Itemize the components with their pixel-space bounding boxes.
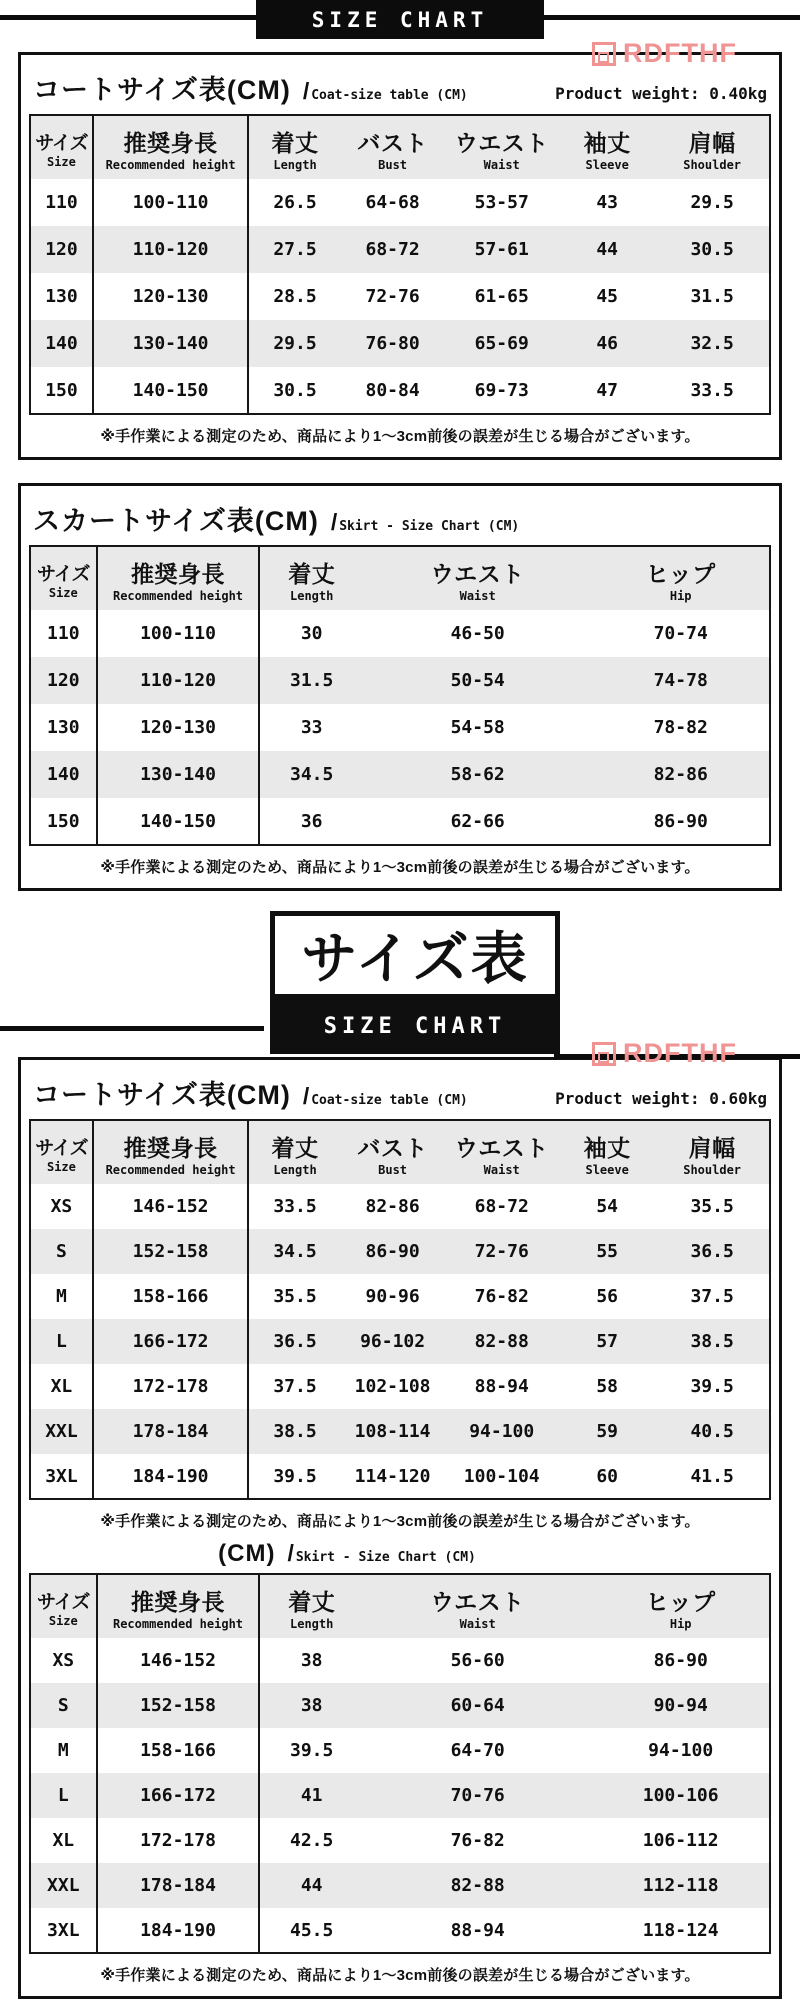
table-cell: 68-72 [444, 1184, 559, 1229]
table-cell: 146-152 [97, 1638, 260, 1683]
table-cell: 110-120 [93, 226, 248, 273]
table-cell: 72-76 [444, 1229, 559, 1274]
size-row-140 [30, 320, 770, 367]
table-cell: 58 [559, 1364, 655, 1409]
table-cell: 55 [559, 1229, 655, 1274]
table-cell: 88-94 [363, 1908, 592, 1953]
table-cell: 100-110 [97, 610, 260, 657]
table-cell: 152-158 [97, 1683, 260, 1728]
table-cell: 33 [259, 704, 363, 751]
table-cell: 178-184 [93, 1409, 248, 1454]
column-header-bust: バスト Bust [341, 115, 445, 179]
table-cell: 60-64 [363, 1683, 592, 1728]
table-cell: 76-82 [444, 1274, 559, 1319]
header-row [30, 546, 770, 610]
title-english: Coat-size table (CM) [311, 88, 468, 103]
divider-line [0, 1026, 264, 1031]
column-header-size: サイズ Size [30, 1120, 93, 1184]
table-cell: 50-54 [363, 657, 592, 704]
table-cell: 41 [259, 1773, 363, 1818]
size-chart-banner: SIZE CHART [270, 999, 560, 1054]
column-header-hip: ヒップ Hip [592, 1574, 770, 1638]
column-header-recommended-height: 推奨身長 Recommended height [93, 1120, 248, 1184]
table-cell: 90-96 [341, 1274, 445, 1319]
table-cell: 38 [259, 1683, 363, 1728]
table-cell: 150 [30, 367, 93, 414]
watermark-text: RDFTHF [623, 1038, 737, 1068]
table-cell: 3XL [30, 1454, 93, 1499]
title-slash: / [287, 1540, 294, 1566]
table-cell: 33.5 [655, 367, 770, 414]
table-cell: 38 [259, 1638, 363, 1683]
table-cell: 28.5 [248, 273, 341, 320]
table-cell: 44 [259, 1863, 363, 1908]
watermark-text: RDFTHF [623, 38, 737, 68]
table-cell: 178-184 [97, 1863, 260, 1908]
size-chart-banner: SIZE CHART [256, 0, 544, 39]
size-row-L [30, 1773, 770, 1818]
table-cell: 166-172 [97, 1773, 260, 1818]
header-row [30, 115, 770, 179]
watermark-logo-icon [592, 42, 616, 66]
table-cell: 29.5 [655, 179, 770, 226]
table-cell: 150 [30, 798, 97, 845]
size-row-XS [30, 1184, 770, 1229]
size-row-150 [30, 367, 770, 414]
title-slash: / [330, 509, 338, 535]
table-cell: 76-82 [363, 1818, 592, 1863]
table-cell: 158-166 [97, 1728, 260, 1773]
size-row-M [30, 1728, 770, 1773]
size-row-150 [30, 798, 770, 845]
table-cell: 120 [30, 226, 93, 273]
header-row [30, 1574, 770, 1638]
title-slash: / [302, 1083, 310, 1109]
table-cell: 90-94 [592, 1683, 770, 1728]
table-cell: 130 [30, 704, 97, 751]
table-cell: 102-108 [341, 1364, 445, 1409]
table-cell: 46 [559, 320, 655, 367]
skirt-size-block-kids [18, 483, 782, 891]
column-header-bust: バスト Bust [341, 1120, 445, 1184]
column-header-sleeve: 袖丈 Sleeve [559, 115, 655, 179]
size-row-110 [30, 179, 770, 226]
measurement-note: ※手作業による測定のため、商品により1〜3cm前後の誤差が生じる場合がございます。 [100, 1513, 700, 1530]
table-cell: 41.5 [655, 1454, 770, 1499]
table-cell: 70-76 [363, 1773, 592, 1818]
table-cell: M [30, 1274, 93, 1319]
table-cell: 82-88 [444, 1319, 559, 1364]
table-cell: 166-172 [93, 1319, 248, 1364]
table-cell: 76-80 [341, 320, 445, 367]
table-cell: 34.5 [259, 751, 363, 798]
table-cell: 59 [559, 1409, 655, 1454]
size-row-XL [30, 1364, 770, 1409]
table-cell: 94-100 [592, 1728, 770, 1773]
table-cell: 106-112 [592, 1818, 770, 1863]
measurement-note: ※手作業による測定のため、商品により1〜3cm前後の誤差が生じる場合がございます。 [100, 859, 700, 876]
table-cell: 36 [259, 798, 363, 845]
table-cell: 45 [559, 273, 655, 320]
column-header-size: サイズ Size [30, 546, 97, 610]
table-cell: 35.5 [655, 1184, 770, 1229]
table-cell: 146-152 [93, 1184, 248, 1229]
table-cell: 35.5 [248, 1274, 341, 1319]
column-header-length: 着丈 Length [259, 1574, 363, 1638]
size-row-110 [30, 610, 770, 657]
table-cell: XXL [30, 1409, 93, 1454]
table-cell: 39.5 [259, 1728, 363, 1773]
table-cell: 114-120 [341, 1454, 445, 1499]
title-japanese: コートサイズ表(CM) [33, 1080, 291, 1110]
table-cell: 140-150 [93, 367, 248, 414]
table-cell: L [30, 1319, 93, 1364]
column-header-hip: ヒップ Hip [592, 546, 770, 610]
column-header-length: 着丈 Length [248, 115, 341, 179]
column-header-sleeve: 袖丈 Sleeve [559, 1120, 655, 1184]
table-cell: 58-62 [363, 751, 592, 798]
table-cell: 86-90 [592, 798, 770, 845]
header-row [30, 1120, 770, 1184]
table-cell: 74-78 [592, 657, 770, 704]
table-cell: 140 [30, 320, 93, 367]
table-cell: 100-110 [93, 179, 248, 226]
title-japanese: スカートサイズ表(CM) [33, 506, 319, 536]
table-cell: 30 [259, 610, 363, 657]
table-cell: 72-76 [341, 273, 445, 320]
size-row-XS [30, 1638, 770, 1683]
table-cell: 30.5 [655, 226, 770, 273]
table-cell: 56 [559, 1274, 655, 1319]
table-cell: 36.5 [655, 1229, 770, 1274]
table-cell: 130-140 [93, 320, 248, 367]
table-cell: 158-166 [93, 1274, 248, 1319]
measurement-note: ※手作業による測定のため、商品により1〜3cm前後の誤差が生じる場合がございます。 [100, 428, 700, 445]
table-cell: 86-90 [592, 1638, 770, 1683]
column-header-waist: ウエスト Waist [444, 1120, 559, 1184]
column-header-length: 着丈 Length [248, 1120, 341, 1184]
table-cell: 82-88 [363, 1863, 592, 1908]
table-cell: 37.5 [655, 1274, 770, 1319]
column-header-recommended-height: 推奨身長 Recommended height [93, 115, 248, 179]
size-row-3XL [30, 1454, 770, 1499]
size-chart-heading-box [270, 911, 560, 1054]
coat-size-table-kids [29, 114, 771, 415]
table-cell: 57 [559, 1319, 655, 1364]
table-cell: 27.5 [248, 226, 341, 273]
table-cell: 82-86 [341, 1184, 445, 1229]
table-cell: 172-178 [97, 1818, 260, 1863]
skirt-size-table-adult [29, 1573, 771, 1954]
table-cell: 57-61 [444, 226, 559, 273]
title-english: Coat-size table (CM) [311, 1093, 468, 1108]
table-cell: 108-114 [341, 1409, 445, 1454]
watermark-logo-icon [592, 1042, 616, 1066]
table-cell: 47 [559, 367, 655, 414]
table-cell: 34.5 [248, 1229, 341, 1274]
table-cell: 86-90 [341, 1229, 445, 1274]
table-cell: 65-69 [444, 320, 559, 367]
table-title [29, 1534, 771, 1573]
table-cell: 140 [30, 751, 97, 798]
title-japanese: (CM) [218, 1540, 276, 1567]
title-english: Skirt - Size Chart (CM) [339, 519, 520, 534]
table-cell: 44 [559, 226, 655, 273]
column-header-waist: ウエスト Waist [363, 1574, 592, 1638]
top-banner-strip [0, 0, 800, 40]
column-header-waist: ウエスト Waist [363, 546, 592, 610]
table-cell: XS [30, 1184, 93, 1229]
column-header-shoulder: 肩幅 Shoulder [655, 1120, 770, 1184]
table-cell: 64-68 [341, 179, 445, 226]
table-cell: 100-106 [592, 1773, 770, 1818]
table-cell: 110 [30, 179, 93, 226]
table-cell: 62-66 [363, 798, 592, 845]
table-cell: XS [30, 1638, 97, 1683]
table-cell: 38.5 [655, 1319, 770, 1364]
section-divider [0, 891, 800, 1068]
column-header-shoulder: 肩幅 Shoulder [655, 115, 770, 179]
size-row-XXL [30, 1863, 770, 1908]
coat-size-block-kids [18, 52, 782, 460]
size-row-L [30, 1319, 770, 1364]
watermark [592, 1038, 737, 1069]
title-japanese: コートサイズ表(CM) [33, 75, 291, 105]
size-row-140 [30, 751, 770, 798]
coat-size-table-adult [29, 1119, 771, 1500]
table-cell: 120 [30, 657, 97, 704]
size-row-S [30, 1683, 770, 1728]
table-cell: 70-74 [592, 610, 770, 657]
heading-japanese: サイズ表 [270, 911, 560, 999]
table-cell: 78-82 [592, 704, 770, 751]
size-row-3XL [30, 1908, 770, 1953]
skirt-size-table-kids [29, 545, 771, 846]
table-cell: 82-86 [592, 751, 770, 798]
table-cell: 33.5 [248, 1184, 341, 1229]
table-cell: 112-118 [592, 1863, 770, 1908]
table-cell: XL [30, 1364, 93, 1409]
table-cell: 88-94 [444, 1364, 559, 1409]
table-cell: 100-104 [444, 1454, 559, 1499]
table-cell: 45.5 [259, 1908, 363, 1953]
table-cell: 69-73 [444, 367, 559, 414]
table-cell: 60 [559, 1454, 655, 1499]
table-cell: 61-65 [444, 273, 559, 320]
table-cell: 110 [30, 610, 97, 657]
table-cell: 120-130 [97, 704, 260, 751]
table-cell: 184-190 [97, 1908, 260, 1953]
title-slash: / [302, 78, 310, 104]
size-row-M [30, 1274, 770, 1319]
table-cell: 38.5 [248, 1409, 341, 1454]
table-cell: 31.5 [259, 657, 363, 704]
table-cell: M [30, 1728, 97, 1773]
table-cell: 54 [559, 1184, 655, 1229]
table-cell: 118-124 [592, 1908, 770, 1953]
size-row-120 [30, 657, 770, 704]
table-cell: 39.5 [655, 1364, 770, 1409]
table-title [29, 490, 771, 545]
column-header-size: サイズ Size [30, 115, 93, 179]
table-cell: 80-84 [341, 367, 445, 414]
column-header-recommended-height: 推奨身長 Recommended height [97, 1574, 260, 1638]
size-row-XL [30, 1818, 770, 1863]
column-header-recommended-height: 推奨身長 Recommended height [97, 546, 260, 610]
product-weight: Product weight: 0.60kg [555, 1089, 767, 1108]
table-cell: 36.5 [248, 1319, 341, 1364]
column-header-size: サイズ Size [30, 1574, 97, 1638]
size-row-XXL [30, 1409, 770, 1454]
product-weight: Product weight: 0.40kg [555, 84, 767, 103]
table-cell: 30.5 [248, 367, 341, 414]
adult-size-block [18, 1057, 782, 1999]
title-english: Skirt - Size Chart (CM) [295, 1550, 476, 1565]
size-row-130 [30, 704, 770, 751]
table-cell: 29.5 [248, 320, 341, 367]
table-cell: 96-102 [341, 1319, 445, 1364]
size-row-130 [30, 273, 770, 320]
table-cell: 40.5 [655, 1409, 770, 1454]
table-cell: 43 [559, 179, 655, 226]
table-cell: 94-100 [444, 1409, 559, 1454]
table-cell: 64-70 [363, 1728, 592, 1773]
table-cell: 3XL [30, 1908, 97, 1953]
table-cell: 54-58 [363, 704, 592, 751]
table-cell: S [30, 1683, 97, 1728]
table-cell: 184-190 [93, 1454, 248, 1499]
table-cell: 37.5 [248, 1364, 341, 1409]
table-cell: 68-72 [341, 226, 445, 273]
table-title [29, 1064, 771, 1119]
table-cell: 26.5 [248, 179, 341, 226]
table-cell: 31.5 [655, 273, 770, 320]
measurement-note: ※手作業による測定のため、商品により1〜3cm前後の誤差が生じる場合がございます。 [100, 1967, 700, 1984]
table-cell: 46-50 [363, 610, 592, 657]
size-row-S [30, 1229, 770, 1274]
table-cell: XXL [30, 1863, 97, 1908]
table-cell: 53-57 [444, 179, 559, 226]
table-cell: S [30, 1229, 93, 1274]
table-cell: 32.5 [655, 320, 770, 367]
watermark [592, 38, 737, 69]
table-cell: 172-178 [93, 1364, 248, 1409]
table-cell: 152-158 [93, 1229, 248, 1274]
table-cell: 110-120 [97, 657, 260, 704]
table-cell: 130-140 [97, 751, 260, 798]
table-cell: L [30, 1773, 97, 1818]
size-row-120 [30, 226, 770, 273]
table-cell: 140-150 [97, 798, 260, 845]
table-cell: 56-60 [363, 1638, 592, 1683]
table-cell: 42.5 [259, 1818, 363, 1863]
table-cell: XL [30, 1818, 97, 1863]
table-cell: 130 [30, 273, 93, 320]
column-header-waist: ウエスト Waist [444, 115, 559, 179]
column-header-length: 着丈 Length [259, 546, 363, 610]
table-cell: 39.5 [248, 1454, 341, 1499]
table-cell: 120-130 [93, 273, 248, 320]
